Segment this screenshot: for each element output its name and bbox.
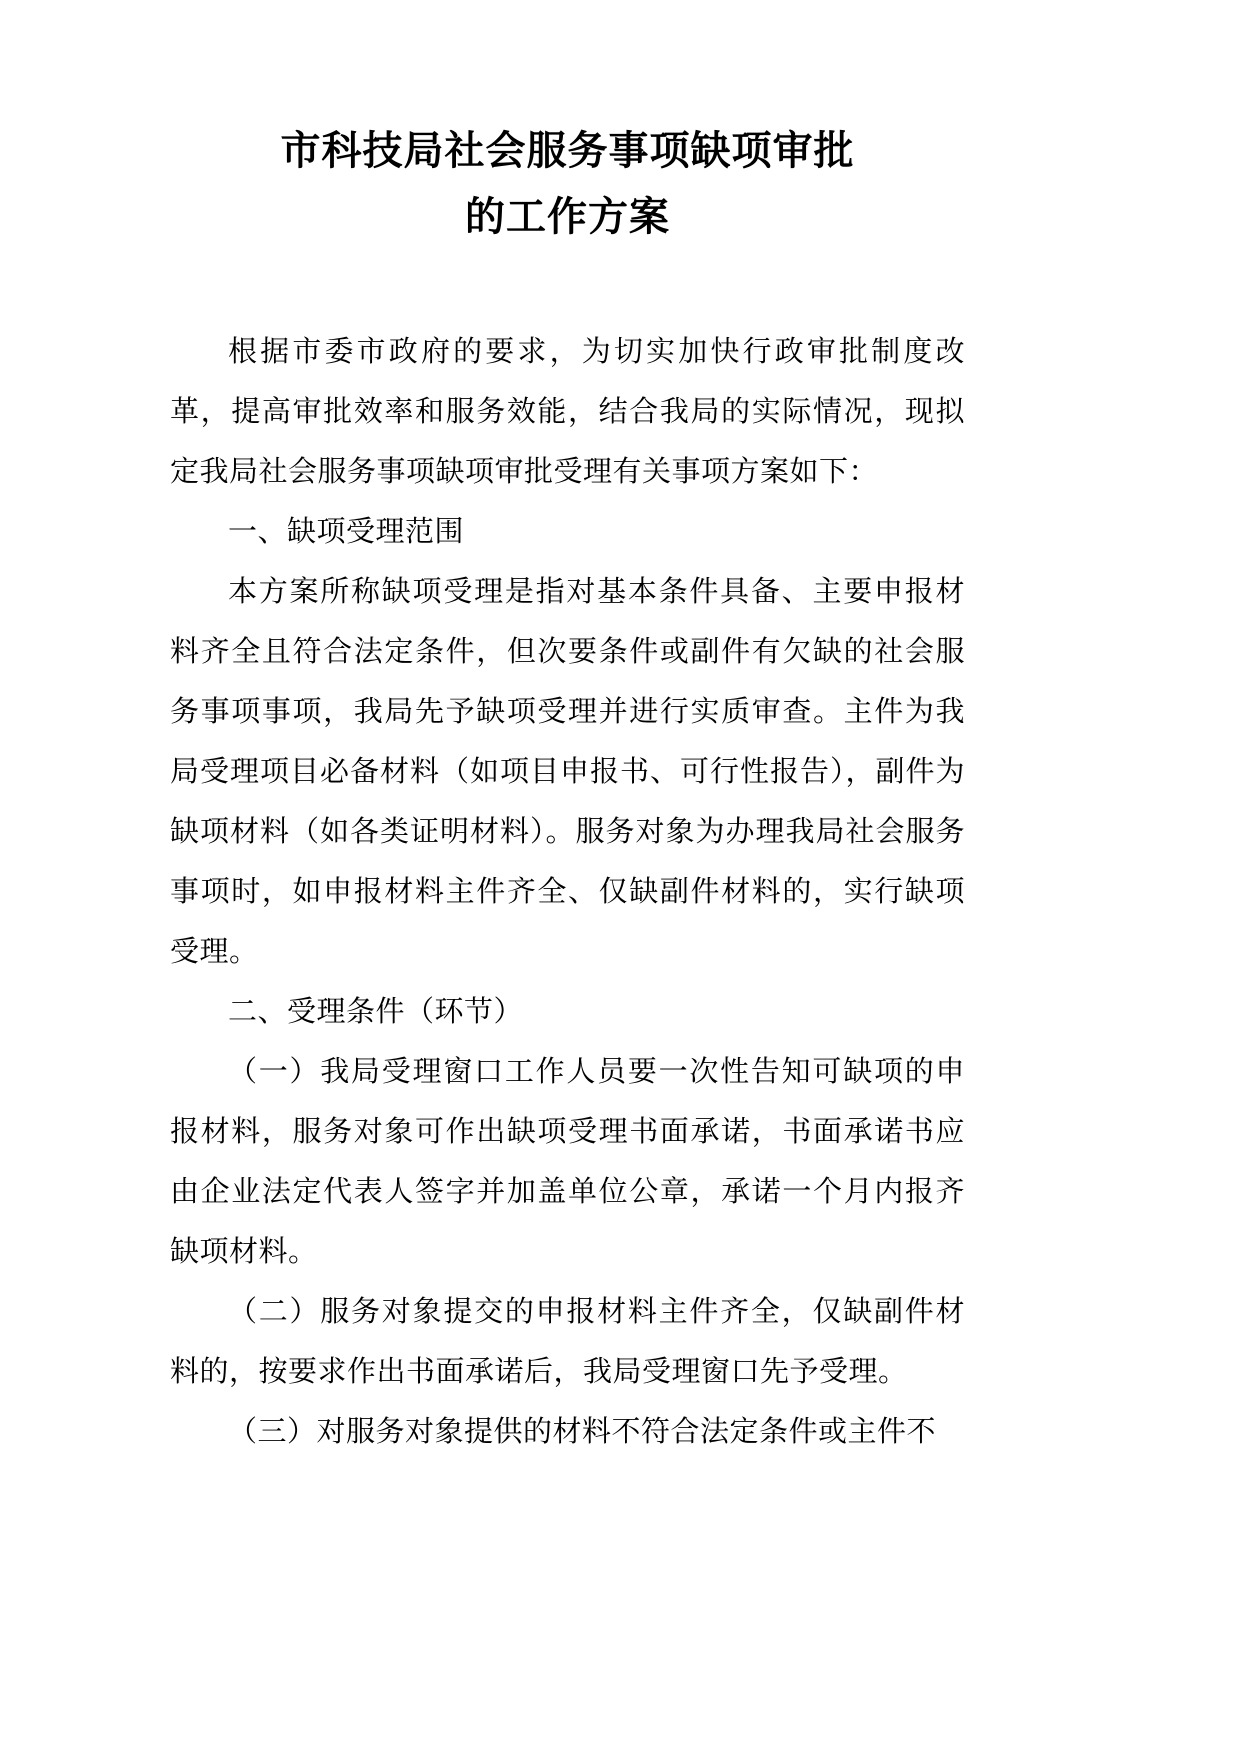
paragraph: （二）服务对象提交的申报材料主件齐全，仅缺副件材料的，按要求作出书面承诺后，我局受理窗口先予受理。: [170, 1296, 965, 1388]
paragraph: 一、缺项受理范围: [228, 516, 465, 548]
document-title-line-2: 的工作方案: [465, 195, 670, 239]
paragraph: 二、受理条件（环节）: [228, 996, 524, 1028]
document-title-line-1: 市科技局社会服务事项缺项审批: [280, 129, 855, 173]
paragraph: （三）对服务对象提供的材料不符合法定条件或主件不: [228, 1416, 937, 1448]
paragraph: （一）我局受理窗口工作人员要一次性告知可缺项的申报材料，服务对象可作出缺项受理书面承诺，书面承诺书应由企业法定代表人签字并加盖单位公章，承诺一个月内报齐缺项材料。: [170, 1056, 965, 1268]
paragraph: 根据市委市政府的要求，为切实加快行政审批制度改革，提高审批效率和服务效能，结合我局的实际情况，现拟定我局社会服务事项缺项审批受理有关事项方案如下：: [170, 336, 965, 488]
document-content: [170, 118, 965, 1462]
paragraph: 本方案所称缺项受理是指对基本条件具备、主要申报材料齐全且符合法定条件，但次要条件或副件有欠缺的社会服务事项事项，我局先予缺项受理并进行实质审查。主件为我局受理项目必备材料（如项目申报书、可行性报告），副件为缺项材料（如各类证明材料）。服务对象为办理我局社会服务事项时，如申报材料主件齐全、仅缺副件材料的，实行缺项受理。: [170, 576, 965, 968]
document-title: [170, 118, 965, 250]
document-body: [170, 322, 965, 1462]
